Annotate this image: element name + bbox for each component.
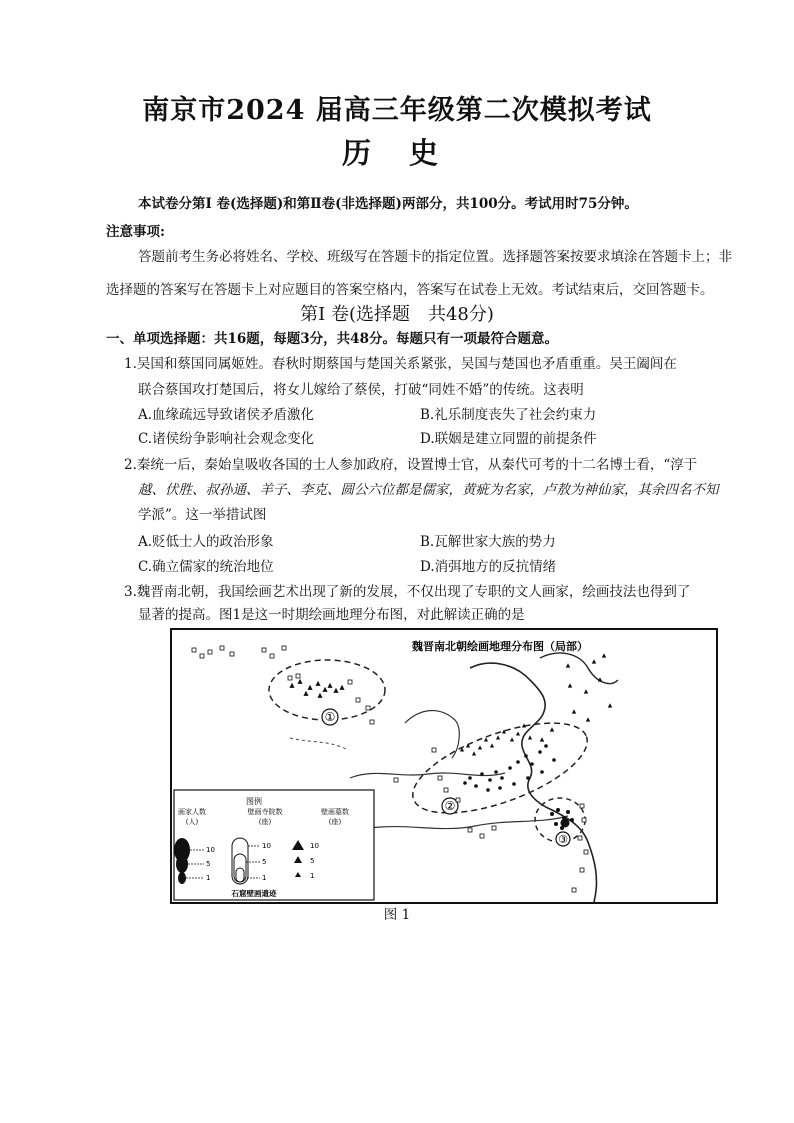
legend-val-3-5: 5	[310, 857, 315, 865]
temple-mark	[492, 826, 496, 830]
legend-painter-5	[176, 855, 188, 873]
temple-mark	[288, 676, 292, 680]
q3-stem-line-1: 3.魏晋南北朝，我国绘画艺术出现了新的发展，不仅出现了专职的文人画家，绘画技法也得到了	[124, 584, 691, 600]
q2-option-a[interactable]: A.贬低士人的政治形象	[138, 534, 274, 550]
temple-mark	[262, 648, 266, 652]
temple-mark	[572, 888, 576, 892]
region-label-1: ①	[324, 710, 336, 724]
temple-mark	[582, 818, 586, 822]
legend-val-1-1: 1	[206, 874, 211, 882]
painter-mark	[500, 776, 504, 780]
subject-title: 历 史	[341, 136, 453, 170]
intro-text: 本试卷分第I 卷(选择题)和第Ⅱ卷(非选择题)两部分，共100分。考试用时75分钟。	[138, 196, 638, 212]
painter-mark	[566, 810, 570, 814]
map-title: 魏晋南北朝绘画地理分布图（局部）	[412, 640, 588, 653]
q1-option-d[interactable]: D.联姻是建立同盟的前提条件	[420, 431, 597, 447]
temple-mark	[580, 868, 584, 872]
painter-mark	[540, 770, 544, 774]
temple-mark	[296, 674, 300, 678]
painter-mark	[488, 778, 492, 782]
q3-stem-line-2: 显著的提高。图1是这一时期绘画地理分布图，对此解读正确的是	[138, 607, 525, 623]
temple-mark	[578, 836, 582, 840]
painter-mark	[516, 760, 520, 764]
q1-stem-line-1: 1.吴国和蔡国同属姬姓。春秋时期蔡国与楚国关系紧张，吴国与楚国也矛盾重重。吴王阖闾在	[124, 356, 677, 372]
painter-mark	[570, 818, 574, 822]
painter-mark	[480, 772, 484, 776]
legend-col2-line1: 壁画寺院数	[247, 808, 283, 816]
temple-mark	[366, 706, 370, 710]
painter-mark	[508, 766, 512, 770]
notice-line-2: 选择题的答案写在答题卡上对应题目的答案空格内，答案写在试卷上无效。考试结束后，交回答题卡。	[106, 282, 714, 298]
painter-mark	[463, 781, 467, 785]
temple-mark	[480, 834, 484, 838]
painter-mark	[530, 762, 534, 766]
temple-mark	[356, 698, 360, 702]
q1-stem-line-2: 联合蔡国攻打楚国后，将女儿嫁给了蔡侯，打破“同姓不婚”的传统。这表明	[138, 382, 584, 398]
q2-option-b[interactable]: B.瓦解世家大族的势力	[420, 534, 556, 550]
legend-col1-line2: (人)	[185, 818, 199, 826]
legend-val-1-5: 5	[206, 860, 211, 868]
painter-mark	[468, 776, 472, 780]
legend-val-3-10: 10	[310, 842, 319, 850]
temple-mark	[270, 654, 274, 658]
exam-title: 南京市2024 届高三年级第二次模拟考试	[142, 95, 652, 126]
region-label-3: ③	[558, 833, 568, 846]
q2-option-d[interactable]: D.消弭地方的反抗情绪	[420, 559, 557, 575]
temple-mark	[584, 850, 588, 854]
q1-option-c[interactable]: C.诸侯纷争影响社会观念变化	[138, 431, 315, 447]
region-label-2: ②	[444, 799, 456, 813]
q1-option-a[interactable]: A.血缘疏远导致诸侯矛盾激化	[138, 407, 315, 423]
temple-mark	[394, 778, 398, 782]
figure-caption: 图 1	[383, 907, 411, 923]
legend-col1-line1: 画家人数	[178, 808, 206, 816]
section-instructions: 一、单项选择题：共16题，每题3分，共48分。每题只有一项最符合题意。	[106, 331, 558, 347]
painter-mark	[550, 812, 554, 816]
temple-mark	[200, 654, 204, 658]
legend-val-1-10: 10	[206, 846, 215, 854]
legend-val-2-5: 5	[262, 858, 267, 866]
q2-stem-line-3: 学派”。这一举措试图	[138, 507, 267, 523]
legend-footer: 石窟壁画遗迹	[231, 889, 277, 898]
legend-col3-line1: 壁画墓数	[321, 808, 349, 816]
q2-stem-line-2: 越、伏胜、叔孙通、羊子、李克、圆公六位都是儒家，黄疵为名家，卢敖为神仙家，其余四名不知	[138, 482, 719, 498]
temple-mark	[192, 648, 196, 652]
q1-option-b[interactable]: B.礼乐制度丧失了社会约束力	[420, 407, 597, 423]
legend-val-3-1: 1	[310, 872, 315, 880]
temple-mark	[432, 748, 436, 752]
temple-mark	[468, 828, 472, 832]
painter-mark	[554, 822, 558, 826]
painter-mark	[526, 776, 530, 780]
q2-option-c[interactable]: C.确立儒家的统治地位	[138, 559, 274, 575]
legend-painter-1	[178, 872, 186, 884]
temple-mark	[456, 798, 460, 802]
painter-mark	[512, 782, 516, 786]
legend-title: 图例	[246, 797, 262, 806]
painter-mark	[498, 786, 502, 790]
temple-mark	[444, 788, 448, 792]
notice-line-1: 答题前考生务必将姓名、学校、班级写在答题卡的指定位置。选择题答案按要求填涂在答题卡上；非	[138, 249, 732, 265]
painter-mark	[561, 819, 570, 828]
q2-stem-line-1: 2.秦统一后，秦始皇吸收各国的士人参加政府，设置博士官，从秦代可考的十二名博士看，“淳于	[124, 457, 698, 473]
temple-mark	[370, 720, 374, 724]
legend-col3-line2: (座)	[328, 818, 342, 826]
temple-mark	[438, 776, 442, 780]
legend-temple-1	[236, 868, 244, 882]
notice-heading: 注意事项:	[106, 224, 165, 240]
legend-box	[174, 790, 374, 900]
painter-mark	[544, 744, 548, 748]
section-heading: 第I 卷(选择题 共48分)	[300, 304, 494, 325]
painter-mark	[524, 754, 528, 758]
temple-mark	[230, 652, 234, 656]
temple-mark	[348, 680, 352, 684]
painter-mark	[552, 758, 556, 762]
temple-mark	[282, 646, 286, 650]
legend-val-2-10: 10	[262, 842, 271, 850]
painting-distribution-map	[170, 628, 718, 904]
temple-mark	[220, 646, 224, 650]
legend-val-2-1: 1	[262, 874, 267, 882]
painter-mark	[486, 788, 490, 792]
temple-mark	[580, 804, 584, 808]
temple-mark	[208, 650, 212, 654]
painter-mark	[474, 784, 478, 788]
painter-mark	[556, 808, 560, 812]
painter-mark	[538, 750, 542, 754]
legend-col2-line2: (座)	[258, 818, 272, 826]
painter-mark	[494, 770, 498, 774]
